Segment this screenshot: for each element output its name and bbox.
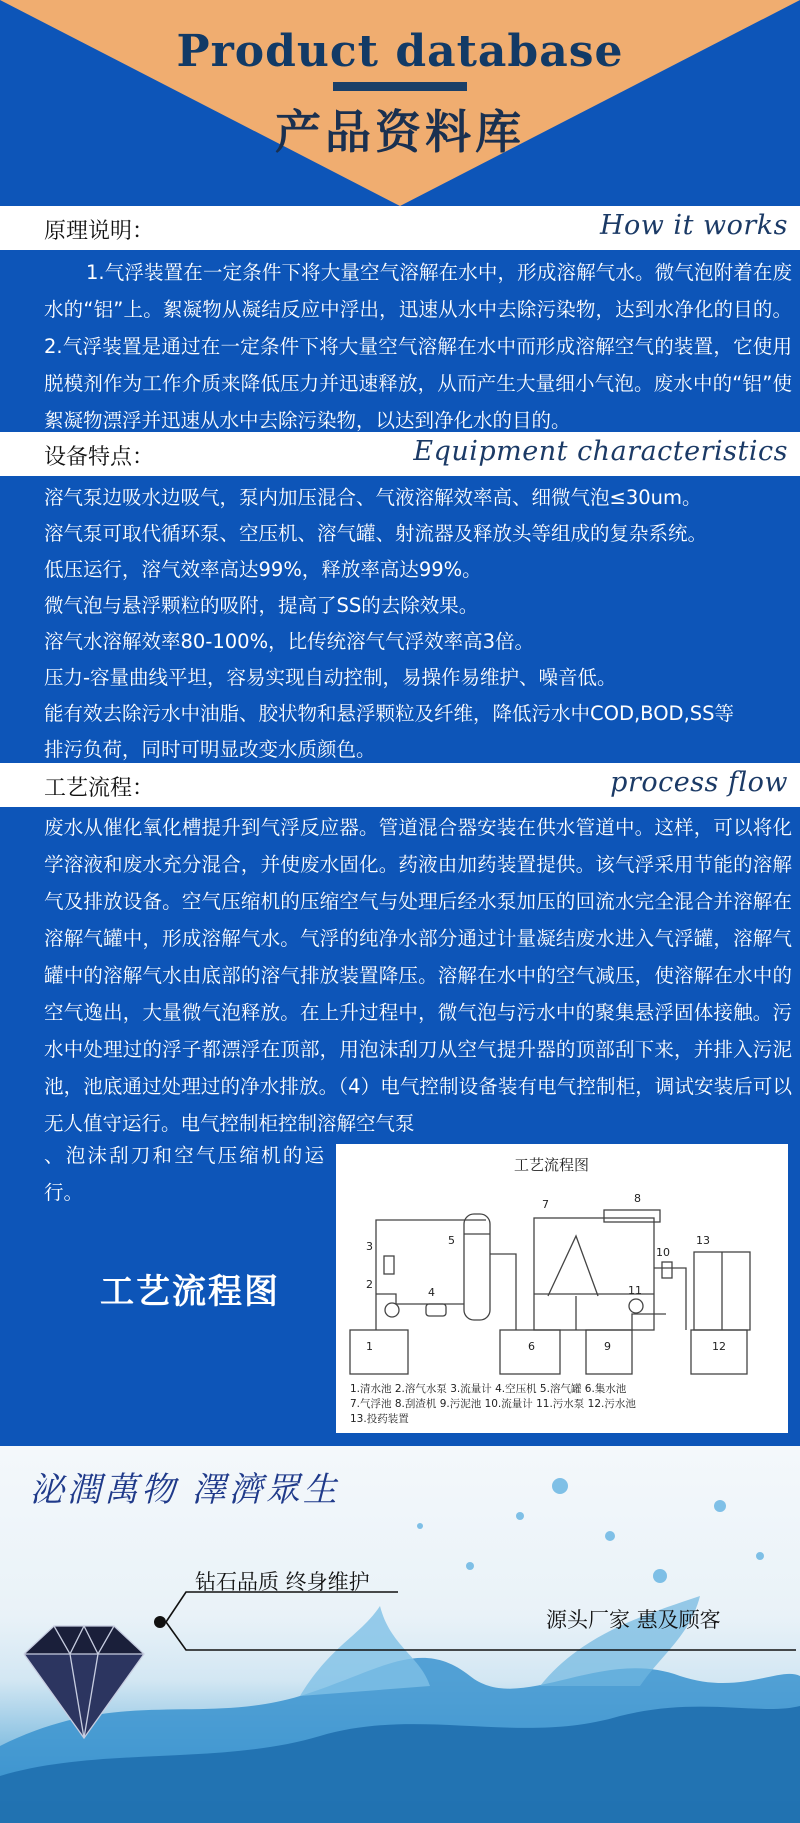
section-header-features	[0, 432, 800, 476]
diagram-number: 3	[366, 1240, 373, 1253]
feature-item: 排污负荷，同时可明显改变水质颜色。	[44, 738, 376, 761]
feature-item: 溶气水溶解效率80-100%，比传统溶气气浮效率高3倍。	[44, 630, 535, 653]
feature-item: 溶气泵边吸水边吸气，泵内加压混合、气液溶解效率高、细微气泡≤30um。	[44, 486, 702, 509]
title-divider	[333, 82, 467, 91]
features-block	[0, 476, 800, 763]
feature-item: 微气泡与悬浮颗粒的吸附，提高了SS的去除效果。	[44, 594, 479, 617]
section-label-cn: 工艺流程：	[44, 776, 155, 801]
principle-block	[0, 250, 800, 432]
process-text: 废水从催化氧化槽提升到气浮反应器。管道混合器安装在供水管道中。这样，可以将化学溶液和废水充分混合，并使废水固化。药液由加药装置提供。该气浮采用节能的溶解气及排放设备。空气压缩机的压缩空气与处理后经水泵加压的回流水完全混合并溶解在溶解气罐中，形成溶解气水。气浮的纯净水部分通过计量凝结废水进入气浮罐，溶解气罐中的溶解气水由底部的溶气排放装置降压。溶解在水中的空气减压，使溶解在水中的空气逸出，大量微气泡释放。在上升过程中，微气泡与污水中的聚集悬浮固体接触。污水中处理过的浮子都漂浮在顶部，用泡沫刮刀从空气提升器的顶部刮下来，并排入污泥池，池底通过处理过的净水排放。（4）电气控制设备装有电气控制柜，调试安装后可以无人值守运行。电气控制柜控制溶解空气泵	[44, 816, 792, 1135]
section-label-en: Equipment characteristics	[413, 436, 788, 467]
banner-diamond-label: 钻石品质 终身维护	[195, 1570, 370, 1594]
diagram-number: 6	[528, 1340, 535, 1353]
diagram-number: 12	[712, 1340, 726, 1353]
diagram-title: 工艺流程图	[514, 1156, 590, 1174]
section-label-cn: 原理说明：	[44, 219, 155, 244]
page-title-cn: 产品资料库	[275, 105, 525, 159]
diagram-legend-row: 1.清水池 2.溶气水泵 3.流量计 4.空压机 5.溶气罐 6.集水池	[350, 1383, 627, 1395]
header-banner	[0, 0, 800, 206]
diagram-number: 8	[634, 1192, 641, 1205]
water-splash-banner	[0, 1446, 800, 1823]
feature-item: 低压运行，溶气效率高达99%，释放率高达99%。	[44, 558, 482, 581]
diagram-number: 4	[428, 1286, 435, 1299]
diagram-number: 10	[656, 1246, 670, 1259]
section-header-process	[0, 763, 800, 807]
feature-item: 能有效去除污水中油脂、胶状物和悬浮颗粒及纤维，降低污水中COD,BOD,SS等	[44, 702, 735, 725]
banner-source-label: 源头厂家 惠及顾客	[546, 1608, 721, 1632]
diagram-number: 5	[448, 1234, 455, 1247]
diagram-number: 13	[696, 1234, 710, 1247]
section-header-principle	[0, 206, 800, 250]
flow-diagram-drawing	[336, 1144, 788, 1433]
section-label-en: How it works	[599, 210, 788, 241]
diagram-number: 2	[366, 1278, 373, 1291]
banner-slogan: 泌潤萬物 澤濟眾生	[30, 1470, 340, 1510]
section-label-cn: 设备特点：	[44, 445, 155, 470]
diagram-legend-row: 7.气浮池 8.刮渣机 9.污泥池 10.流量计 11.污水泵 12.污水池	[350, 1398, 636, 1410]
diagram-number: 1	[366, 1340, 373, 1353]
diagram-number: 11	[628, 1284, 642, 1297]
diagram-legend-row: 13.投药装置	[350, 1413, 409, 1425]
feature-item: 压力-容量曲线平坦，容易实现自动控制，易操作易维护、噪音低。	[44, 666, 617, 689]
diagram-number: 9	[604, 1340, 611, 1353]
page-title-en: Product database	[176, 26, 624, 77]
feature-item: 溶气泵可取代循环泵、空压机、溶气罐、射流器及释放头等组成的复杂系统。	[44, 522, 708, 545]
process-text-tail: 、泡沫刮刀和空气压缩机的运行。	[44, 1144, 324, 1204]
process-flow-diagram	[336, 1144, 788, 1433]
diagram-number: 7	[542, 1198, 549, 1211]
principle-text: 1.气浮装置在一定条件下将大量空气溶解在水中，形成溶解气水。微气泡附着在废水的“铝”上。絮凝物从凝结反应中浮出，迅速从水中去除污染物，达到水净化的目的。2.气浮装置是通过在一定条件下将大量空气溶解在水中而形成溶解空气的装置，它使用脱模剂作为工作介质来降低压力并迅速释放，从而产生大量细小气泡。废水中的“铝”使絮凝物漂浮并迅速从水中去除污染物，以达到净化水的目的。	[44, 261, 792, 432]
diagram-caption: 工艺流程图	[100, 1272, 280, 1312]
section-label-en: process flow	[610, 767, 788, 798]
